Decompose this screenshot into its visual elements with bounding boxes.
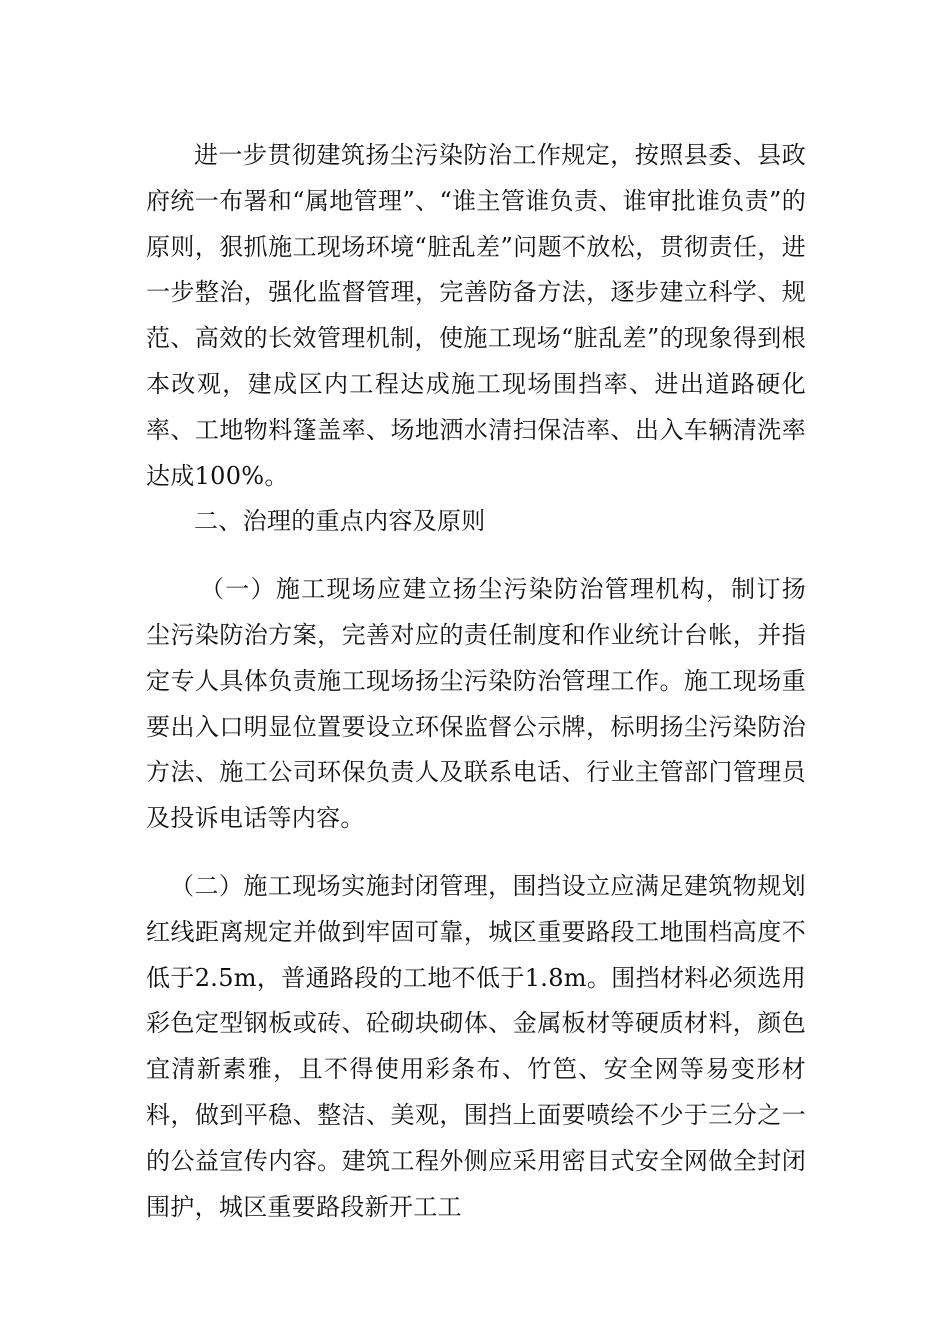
document-body bbox=[146, 133, 806, 1230]
paragraph-enclosure-management: （二）施工现场实施封闭管理，围挡设立应满足建筑物规划红线距离规定并做到牢固可靠，城区重要路段工地围档高度不低于2.5m，普通路段的工地不低于1.8m。围挡材料必须选用彩色定型钢板或砖、砼砌块砌体、金属板材等硬质材料，颜色宜清新素雅，且不得使用彩条布、竹笆、安全网等易变形材料，做到平稳、整洁、美观，围挡上面要喷绘不少于三分之一的公益宣传内容。建筑工程外侧应采用密目式安全网做全封闭围护，城区重要路段新开工工 bbox=[146, 871, 806, 1221]
paragraph-management-organization: （一）施工现场应建立扬尘污染防治管理机构，制订扬尘污染防治方案，完善对应的责任制度和作业统计台帐，并指定专人具体负责施工现场扬尘污染防治管理工作。施工现场重要出入口明显位置要设立环保监督公示牌，标明扬尘污染防治方法、施工公司环保负责人及联系电话、行业主管部门管理员及投诉电话等内容。 bbox=[146, 575, 806, 833]
section-heading-key-content: 二、治理的重点内容及原则 bbox=[194, 507, 486, 536]
paragraph-governance-goals: 进一步贯彻建筑扬尘污染防治工作规定，按照县委、县政府统一布署和“属地管理”、“谁主管谁负责、谁审批谁负责”的原则，狠抓施工现场环境“脏乱差”问题不放松，贯彻责任，进一步整治，强化监督管理，完善防备方法，逐步建立科学、规范、高效的长效管理机制，使施工现场“脏乱差”的现象得到根本改观，建成区内工程达成施工现场围挡率、进出道路硬化率、工地物料篷盖率、场地洒水清扫保洁率、出入车辆清洗率达成100%。 bbox=[146, 141, 806, 490]
